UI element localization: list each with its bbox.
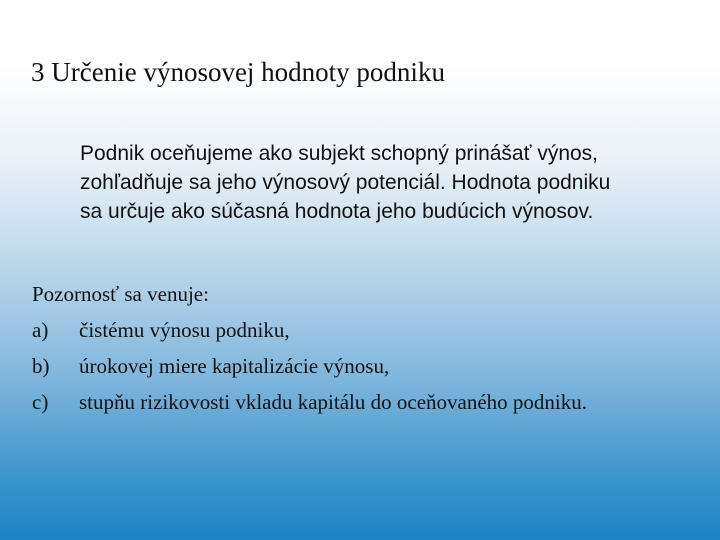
slide-title: 3 Určenie výnosovej hodnoty podniku — [31, 57, 445, 87]
intro-line: Podnik oceňujeme ako subjekt schopný prinášať výnos, — [80, 142, 599, 165]
list-item-b — [32, 348, 692, 384]
list-marker: c) — [32, 390, 49, 414]
list-item-text: úrokovej miere kapitalizácie výnosu, — [79, 354, 390, 378]
list-marker: b) — [32, 354, 50, 378]
intro-line: zohľadňuje sa jeho výnosový potenciál. Hodnota podniku — [80, 171, 611, 194]
attention-block — [32, 276, 692, 420]
list-marker: a) — [32, 318, 49, 342]
attention-list — [32, 312, 692, 420]
attention-heading: Pozornosť sa venuje: — [32, 282, 209, 306]
list-item-text: čistému výnosu podniku, — [79, 318, 290, 342]
list-item-c — [32, 384, 692, 420]
list-item-a — [32, 312, 692, 348]
intro-paragraph — [80, 139, 700, 226]
intro-line: sa určuje ako súčasná hodnota jeho budúcich výnosov. — [80, 200, 594, 223]
list-item-text: stupňu rizikovosti vkladu kapitálu do oceňovaného podniku. — [79, 390, 587, 414]
